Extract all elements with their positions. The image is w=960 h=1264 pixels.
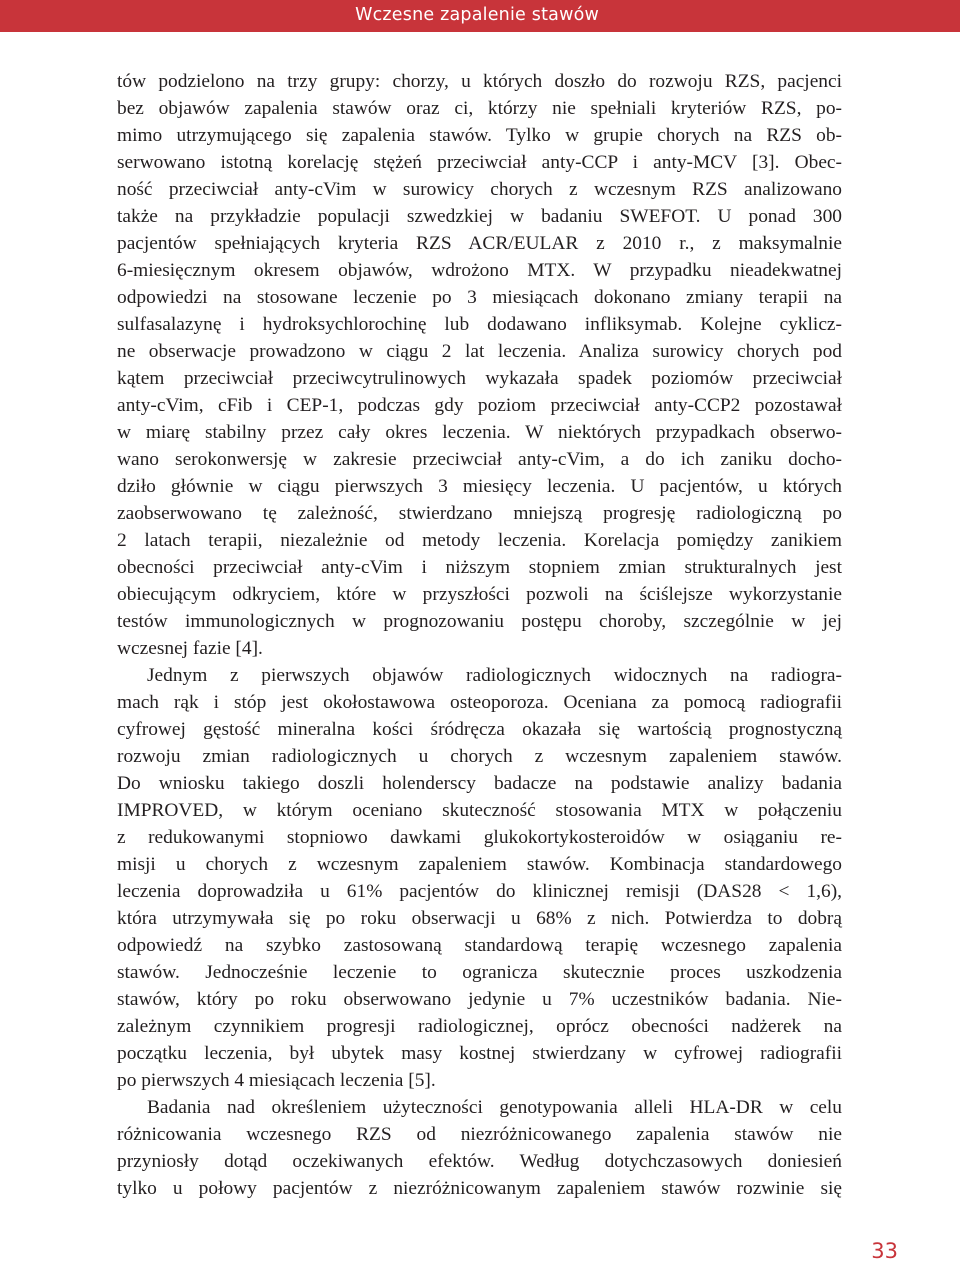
text-line: cyfrowej gęstość mineralna kości śródręcza okazała się wartością prognostyczną [117,719,842,740]
text-line: ność przeciwciał anty-cVim w surowicy chorych z wczesnym RZS analizowano [117,179,842,200]
article-body [117,68,842,1202]
text-line: wczesnej fazie [4]. [117,638,263,659]
text-line: odpowiedzi na stosowane leczenie po 3 miesiącach dokonano zmiany terapii na [117,287,842,308]
text-line: po pierwszych 4 miesiącach leczenia [5]. [117,1070,436,1091]
text-line: 2 latach terapii, niezależnie od metody leczenia. Korelacja pomiędzy zanikiem [117,530,842,551]
text-line: pacjentów spełniających kryteria RZS ACR/EULAR z 2010 r., z maksymalnie [117,233,842,254]
text-line: stawów, który po roku obserwowano jedynie u 7% uczestników badania. Nie- [117,989,842,1010]
running-header-title: Wczesne zapalenie stawów [355,5,599,25]
text-line: z redukowanymi stopniowo dawkami glukokortykosteroidów w osiąganiu re- [117,827,842,848]
text-line: wano serokonwersję w zakresie przeciwciał anty-cVim, a do ich zaniku docho- [117,449,842,470]
text-line: leczenia doprowadziła u 61% pacjentów do klinicznej remisji (DAS28 < 1,6), [117,881,842,902]
text-line: zaobserwowano tę zależność, stwierdzano mniejszą progresję radiologiczną po [117,503,842,524]
text-line: różnicowania wczesnego RZS od niezróżnicowanego zapalenia stawów nie [117,1124,842,1145]
text-line: przyniosły dotąd oczekiwanych efektów. Według dotychczasowych doniesień [117,1151,842,1172]
text-line: 6-miesięcznym okresem objawów, wdrożono MTX. W przypadku nieadekwatnej [117,260,842,281]
text-line: kątem przeciwciał przeciwcytrulinowych wykazała spadek poziomów przeciwciał [117,368,842,389]
text-line: bez objawów zapalenia stawów oraz ci, którzy nie spełniali kryteriów RZS, po- [117,98,842,119]
page-number: 33 [871,1239,898,1263]
text-line: anty-cVim, cFib i CEP-1, podczas gdy poziom przeciwciał anty-CCP2 pozostawał [117,395,842,416]
text-line: zależnym czynnikiem progresji radiologicznej, oprócz obecności nadżerek na [117,1016,842,1037]
text-line: serwowano istotną korelację stężeń przeciwciał anty-CCP i anty-MCV [3]. Obec- [117,152,842,173]
text-line: która utrzymywała się po roku obserwacji u 68% z nich. Potwierdza to dobrą [117,908,842,929]
text-line: rozwoju zmian radiologicznych u chorych z wczesnym zapaleniem stawów. [117,746,842,767]
paragraph [117,1094,842,1202]
text-line: początku leczenia, był ubytek masy kostnej stwierdzany w cyfrowej radiografii [117,1043,842,1064]
paragraph [117,662,842,1094]
text-line: tów podzielono na trzy grupy: chorzy, u których doszło do rozwoju RZS, pacjenci [117,71,842,92]
text-line: Jednym z pierwszych objawów radiologicznych widocznych na radiogra- [147,665,842,686]
text-line: stawów. Jednocześnie leczenie to ogranicza skutecznie proces uszkodzenia [117,962,842,983]
text-line: mimo utrzymującego się zapalenia stawów. Tylko w grupie chorych na RZS ob- [117,125,842,146]
text-line: Do wniosku takiego doszli holenderscy badacze na podstawie analizy badania [117,773,842,794]
text-line: testów immunologicznych w prognozowaniu postępu choroby, szczególnie w jej [117,611,842,632]
text-line: w miarę stabilny przez cały okres leczenia. W niektórych przypadkach obserwo- [117,422,842,443]
text-line: obecności przeciwciał anty-cVim i niższym stopniem zmian strukturalnych jest [117,557,842,578]
text-line: IMPROVED, w którym oceniano skuteczność stosowania MTX w połączeniu [117,800,842,821]
text-line: Badania nad określeniem użyteczności genotypowania alleli HLA-DR w celu [147,1097,842,1118]
text-line: dziło głównie w ciągu pierwszych 3 miesięcy leczenia. U pacjentów, u których [117,476,842,497]
text-line: ne obserwacje prowadzono w ciągu 2 lat leczenia. Analiza surowicy chorych pod [117,341,842,362]
paragraph [117,68,842,662]
text-line: obiecującym odkryciem, które w przyszłości pozwoli na ściślejsze wykorzystanie [117,584,842,605]
text-line: także na przykładzie populacji szwedzkiej w badaniu SWEFOT. U ponad 300 [117,206,842,227]
text-line: sulfasalazynę i hydroksychlorochinę lub dodawano infliksymab. Kolejne cyklicz- [117,314,842,335]
text-line: odpowiedź na szybko zastosowaną standardową terapię wczesnego zapalenia [117,935,842,956]
text-line: misji u chorych z wczesnym zapaleniem stawów. Kombinacja standardowego [117,854,842,875]
text-line: mach rąk i stóp jest okołostawowa osteoporoza. Oceniana za pomocą radiografii [117,692,842,713]
text-line: tylko u połowy pacjentów z niezróżnicowanym zapaleniem stawów rozwinie się [117,1178,842,1199]
